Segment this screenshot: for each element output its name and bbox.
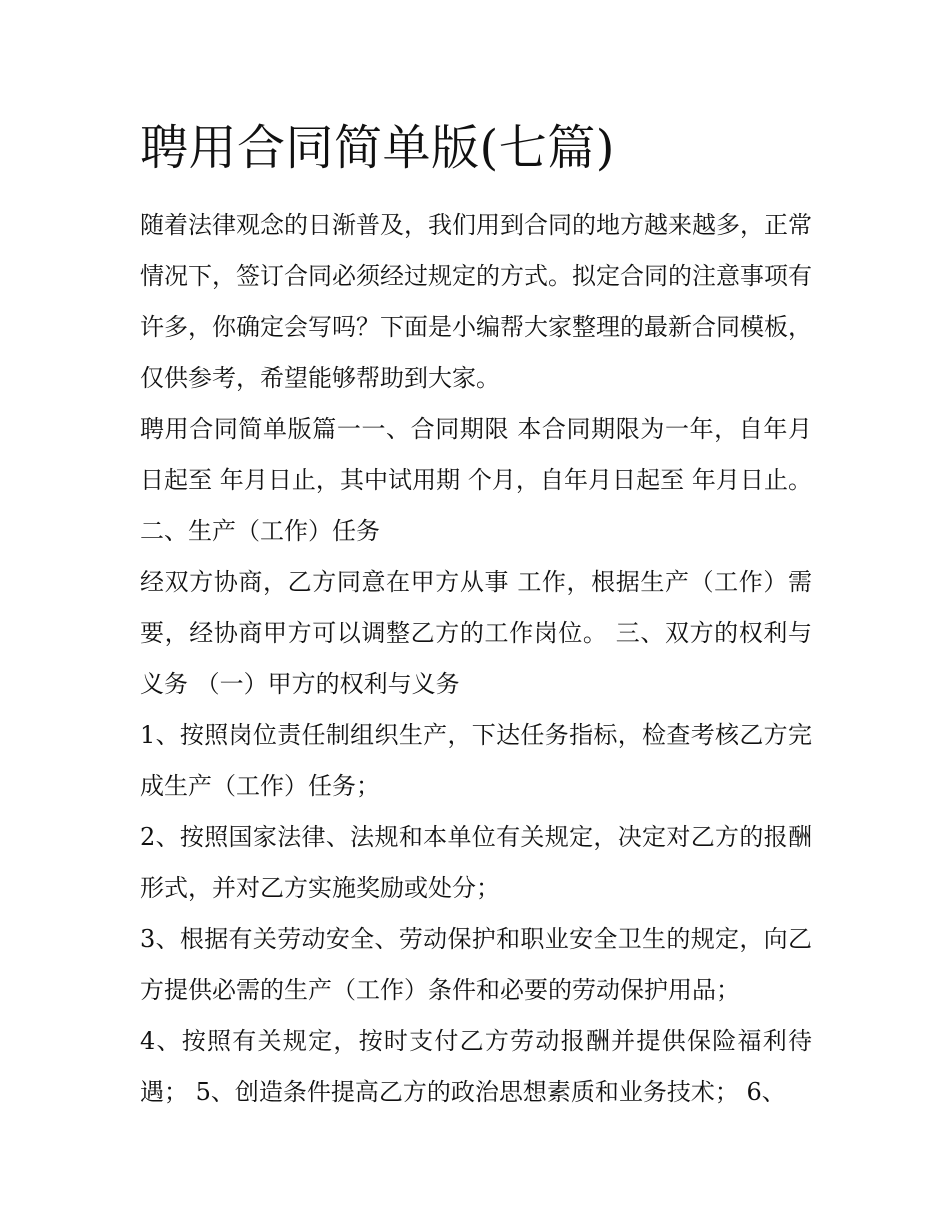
employer-duty-item-1: 1、按照岗位责任制组织生产，下达任务指标，检查考核乙方完成生产（工作）任务；	[140, 721, 812, 800]
employer-duty-item-2: 2、按照国家法律、法规和本单位有关规定，决定对乙方的报酬形式，并对乙方实施奖励或处分；	[140, 823, 812, 902]
intro-paragraph: 随着法律观念的日渐普及，我们用到合同的地方越来越多，正常情况下，签订合同必须经过规定的方式。拟定合同的注意事项有许多，你确定会写吗？下面是小编帮大家整理的最新合同模板，仅供参考，希望能够帮助到大家。	[140, 211, 812, 392]
work-assignment-paragraph: 经双方协商，乙方同意在甲方从事 工作，根据生产（工作）需要，经协商甲方可以调整乙方的工作岗位。 三、双方的权利与义务 （一）甲方的权利与义务	[140, 568, 812, 698]
employer-duty-item-4: 4、按照有关规定，按时支付乙方劳动报酬并提供保险福利待遇； 5、创造条件提高乙方的政治思想素质和业务技术； 6、	[140, 1027, 812, 1106]
contract-term-paragraph: 聘用合同简单版篇一一、合同期限 本合同期限为一年，自年月日起至 年月日止，其中试用期 个月，自年月日起至 年月日止。 二、生产（工作）任务	[140, 415, 812, 545]
document-body	[140, 112, 812, 1118]
document-title: 聘用合同简单版(七篇)	[140, 120, 615, 176]
employer-duty-item-3: 3、根据有关劳动安全、劳动保护和职业安全卫生的规定，向乙方提供必需的生产（工作）条件和必要的劳动保护用品；	[140, 925, 812, 1004]
